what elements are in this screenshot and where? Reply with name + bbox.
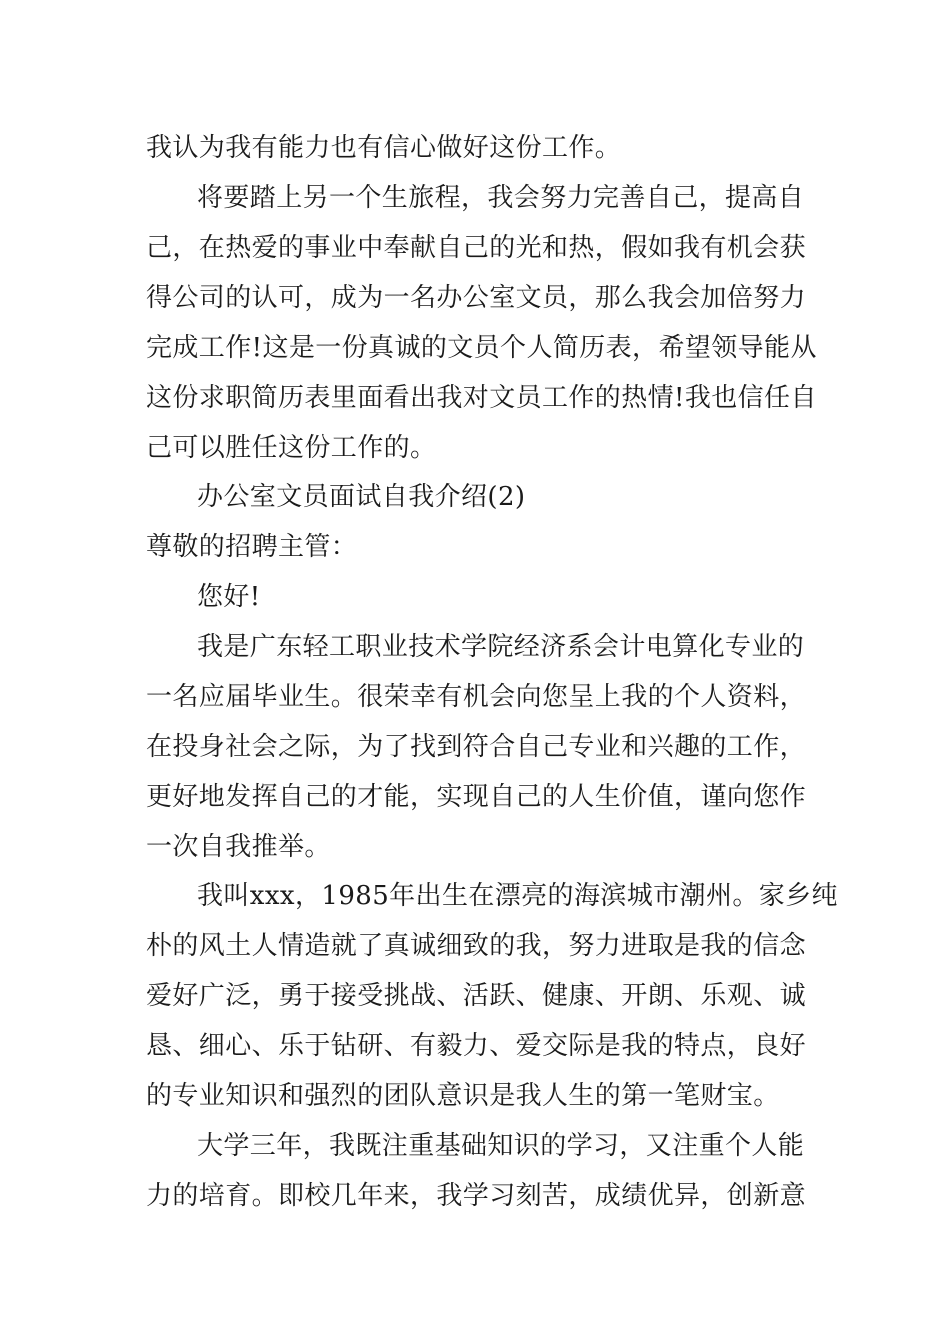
text-line: 完成工作!这是一份真诚的文员个人简历表，希望领导能从 [146,333,817,363]
text-line: 我认为我有能力也有信心做好这份工作。 [146,133,622,163]
text-line: 更好地发挥自己的才能，实现自己的人生价值，谨向您作 [146,782,807,812]
text-line: 大学三年，我既注重基础知识的学习，又注重个人能 [197,1131,805,1161]
text-line: 将要踏上另一个生旅程，我会努力完善自己，提高自 [197,183,805,213]
text-line: 朴的风土人情造就了真诚细致的我，努力进取是我的信念 [146,931,807,961]
text-line: 的专业知识和强烈的团队意识是我人生的第一笔财宝。 [146,1081,780,1111]
text-line: 己，在热爱的事业中奉献自己的光和热，假如我有机会获 [146,233,807,263]
section-heading: 办公室文员面试自我介绍(2) [197,482,526,512]
text-line: 我是广东轻工职业技术学院经济系会计电算化专业的 [197,632,805,662]
text-line: 这份求职简历表里面看出我对文员工作的热情!我也信任自 [146,383,817,413]
text-line: 爱好广泛，勇于接受挑战、活跃、健康、开朗、乐观、诚 [146,981,807,1011]
text-line: 得公司的认可，成为一名办公室文员，那么我会加倍努力 [146,283,807,313]
text-line: 一次自我推举。 [146,832,331,862]
text-line: 一名应届毕业生。很荣幸有机会向您呈上我的个人资料， [146,682,807,712]
text-line: 己可以胜任这份工作的。 [146,433,437,463]
text-line: 力的培育。即校几年来，我学习刻苦，成绩优异，创新意 [146,1181,807,1211]
text-line: 我叫xxx，1985年出生在漂亮的海滨城市潮州。家乡纯 [197,881,838,911]
text-line: 恳、细心、乐于钻研、有毅力、爱交际是我的特点，良好 [146,1031,807,1061]
text-line: 在投身社会之际，为了找到符合自己专业和兴趣的工作， [146,732,807,762]
salutation: 尊敬的招聘主管： [146,532,358,562]
greeting: 您好! [197,582,261,612]
